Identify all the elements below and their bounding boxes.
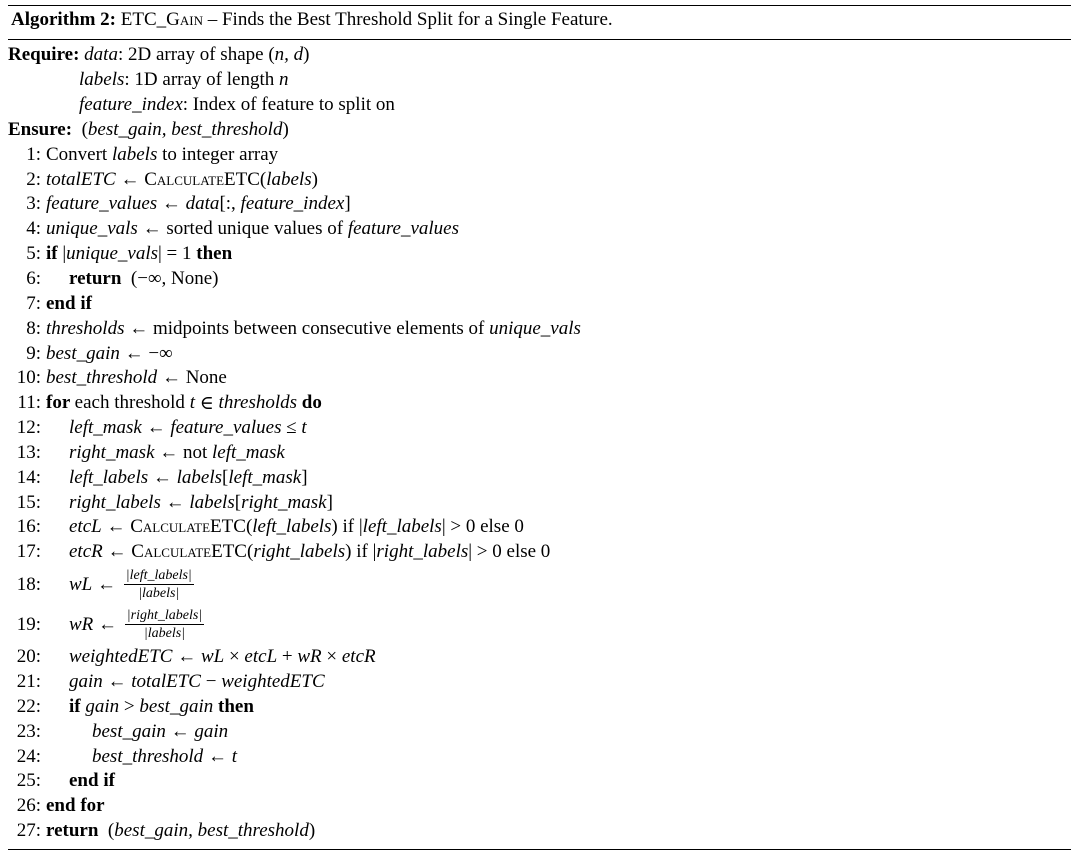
variable: etcL	[69, 516, 102, 538]
fraction-denominator: |labels|	[138, 586, 180, 602]
line-number: 12:	[16, 417, 41, 439]
text: ←	[157, 193, 186, 215]
line-number: 10:	[16, 367, 41, 389]
line-content	[64, 417, 307, 439]
variable: wR	[69, 613, 94, 635]
text: | > 0 else 0	[441, 516, 524, 538]
line-content	[64, 541, 550, 563]
variable: etcR	[341, 646, 376, 668]
line-content	[41, 795, 105, 817]
text: (−∞, None)	[126, 268, 219, 290]
text: ←	[141, 417, 171, 439]
variable: labels	[176, 466, 223, 488]
text: (	[245, 516, 253, 538]
line-content	[41, 820, 315, 842]
line-content	[41, 318, 581, 340]
algorithm-line	[8, 118, 1071, 143]
line-number: 7:	[26, 292, 41, 314]
line-content	[64, 492, 333, 514]
line-content	[64, 770, 115, 792]
text: ←	[93, 613, 122, 635]
algorithm-line	[8, 142, 1071, 167]
algorithm-line	[8, 605, 1071, 645]
keyword: for	[46, 392, 75, 414]
line-content	[64, 646, 376, 668]
variable: t	[231, 745, 237, 767]
variable: right_mask	[69, 441, 155, 463]
text: [:,	[219, 193, 241, 215]
line-content	[64, 568, 197, 601]
text: ←	[92, 573, 121, 595]
text: +	[277, 646, 298, 668]
keyword: end if	[69, 770, 115, 792]
line-content	[79, 94, 395, 116]
line-content	[41, 293, 92, 315]
variable: feature_values	[46, 193, 158, 215]
text: ←	[203, 745, 232, 767]
line-number: 5:	[26, 243, 41, 265]
line-number: 8:	[26, 317, 41, 339]
line-number: 20:	[16, 646, 41, 668]
keyword: do	[297, 392, 322, 414]
line-number: 4:	[26, 218, 41, 240]
text: )	[311, 168, 318, 190]
variable: feature_index	[79, 94, 183, 116]
variable: left_labels	[252, 516, 332, 538]
line-content	[41, 193, 351, 215]
function-name: CalculateETC	[144, 168, 260, 190]
text: : 2D array of shape	[117, 44, 269, 66]
algorithm-line	[8, 540, 1071, 565]
algorithm-line	[8, 794, 1071, 819]
algorithm-line	[8, 192, 1071, 217]
algorithm-line	[8, 719, 1071, 744]
text: ←	[101, 516, 131, 538]
text: | = 1	[158, 243, 197, 265]
variable: labels	[189, 491, 235, 513]
keyword: return	[69, 268, 127, 290]
variable: n, d	[274, 44, 304, 66]
variable: left_mask	[228, 466, 302, 488]
algorithm-line	[8, 819, 1071, 844]
line-content	[64, 467, 308, 489]
variable: best_gain	[139, 695, 214, 717]
line-content	[41, 218, 459, 240]
text: ←	[148, 466, 177, 488]
text: >	[119, 695, 140, 717]
line-content	[64, 671, 325, 693]
variable: gain	[85, 695, 120, 717]
algorithm-line	[8, 465, 1071, 490]
text: −	[200, 670, 222, 692]
variable: unique_vals	[46, 218, 138, 240]
variable: feature_index	[240, 193, 345, 215]
variable: labels	[111, 143, 158, 165]
text: [	[234, 491, 242, 513]
algorithm-description: – Finds the Best Threshold Split for a Single Feature.	[202, 9, 613, 30]
line-number: 1:	[26, 143, 41, 165]
line-number: 14:	[16, 466, 41, 488]
algorithm-body	[8, 40, 1071, 843]
variable: thresholds	[46, 317, 125, 339]
variable: gain	[194, 720, 229, 742]
variable: best_threshold	[46, 367, 158, 389]
text: ←	[160, 491, 190, 513]
text: ]	[344, 193, 351, 215]
line-content	[64, 268, 219, 290]
variable: best_gain	[92, 720, 166, 742]
text: (	[246, 541, 254, 563]
text: ← −∞	[119, 342, 173, 364]
variable: right_labels	[253, 541, 346, 563]
variable: wL	[200, 646, 225, 668]
variable: left_labels	[69, 466, 149, 488]
algorithm-line	[8, 43, 1071, 68]
variable: totalETC	[46, 168, 116, 190]
text: )	[282, 118, 289, 140]
variable: etcR	[69, 541, 103, 563]
text: ← midpoints between consecutive elements of	[124, 317, 490, 339]
line-content	[41, 392, 322, 415]
algorithm-line	[8, 416, 1071, 441]
line-content	[79, 69, 288, 91]
line-content	[41, 367, 227, 389]
text: ← None	[157, 367, 227, 389]
line-number: 18:	[16, 573, 41, 595]
line-content	[8, 44, 309, 66]
variable: feature_values	[347, 218, 459, 240]
line-number: 16:	[16, 516, 41, 538]
variable: best_gain, best_threshold	[87, 118, 283, 140]
text: (	[76, 118, 88, 140]
line-content	[41, 243, 232, 265]
line-number: 6:	[26, 268, 41, 290]
text: ]	[301, 466, 308, 488]
algorithm-line	[8, 515, 1071, 540]
algorithm-line	[8, 441, 1071, 466]
variable: right_labels	[376, 541, 469, 563]
text: ←	[115, 168, 145, 190]
text: ←	[165, 720, 195, 742]
variable: best_gain	[46, 342, 120, 364]
text: )	[303, 44, 310, 66]
line-number: 13:	[16, 441, 41, 463]
algorithm-line	[8, 565, 1071, 605]
function-name: CalculateETC	[131, 541, 247, 563]
keyword: then	[213, 695, 254, 717]
line-content	[41, 144, 278, 166]
text: (	[259, 168, 267, 190]
variable: t	[189, 392, 195, 414]
line-content	[41, 343, 173, 365]
text: ← sorted unique values of	[137, 218, 348, 240]
text: ∈	[194, 392, 219, 414]
variable: wL	[69, 573, 93, 595]
keyword: if	[46, 243, 63, 265]
algorithm-line	[8, 167, 1071, 192]
keyword: end if	[46, 292, 92, 314]
line-content	[64, 516, 524, 538]
text: each threshold	[74, 392, 190, 414]
variable: etcL	[244, 646, 278, 668]
algorithm-line	[8, 744, 1071, 769]
algorithm-line	[8, 267, 1071, 292]
keyword: return	[46, 820, 104, 842]
variable: weightedETC	[69, 646, 173, 668]
line-number: 3:	[26, 193, 41, 215]
variable: feature_values	[170, 417, 282, 439]
algorithm-line	[8, 645, 1071, 670]
keyword: Require:	[8, 44, 85, 66]
algorithm-line	[8, 316, 1071, 341]
line-content	[64, 442, 285, 464]
variable: weightedETC	[221, 670, 325, 692]
line-number: 23:	[16, 720, 41, 742]
keyword: then	[196, 243, 233, 265]
text: Convert	[46, 143, 112, 165]
line-content	[64, 608, 207, 641]
text: ×	[321, 646, 342, 668]
variable: data	[185, 193, 220, 215]
algorithm-line	[8, 217, 1071, 242]
text: : Index of feature to split on	[182, 94, 395, 116]
line-number: 15:	[16, 491, 41, 513]
keyword: end for	[46, 795, 105, 817]
line-number: 9:	[26, 342, 41, 364]
line-content	[8, 119, 289, 141]
variable: left_mask	[212, 441, 285, 463]
variable: best_gain, best_threshold	[114, 820, 309, 842]
line-number: 19:	[16, 613, 41, 635]
text: ) if |	[331, 516, 363, 538]
text: ←	[102, 541, 132, 563]
algorithm-line	[8, 769, 1071, 794]
variable: best_threshold	[92, 745, 204, 767]
text: ≤	[281, 417, 302, 439]
algorithm-label: Algorithm 2:	[11, 9, 117, 30]
line-number: 2:	[26, 168, 41, 190]
line-number: 17:	[16, 541, 41, 563]
variable: left_mask	[69, 417, 142, 439]
fraction	[124, 568, 194, 601]
variable: gain	[69, 670, 103, 692]
algorithm-line	[8, 694, 1071, 719]
line-number: 11:	[17, 392, 41, 414]
variable: labels	[266, 168, 312, 190]
variable: t	[301, 417, 307, 439]
line-number: 26:	[16, 795, 41, 817]
algorithm-block	[8, 5, 1071, 850]
algorithm-line	[8, 68, 1071, 93]
text: | > 0 else 0	[468, 541, 551, 563]
variable: right_labels	[69, 491, 161, 513]
keyword: if	[69, 695, 86, 717]
algorithm-line	[8, 391, 1071, 416]
algorithm-line	[8, 291, 1071, 316]
algorithm-line	[8, 490, 1071, 515]
algorithm-line	[8, 242, 1071, 267]
variable: labels	[79, 69, 125, 91]
text: ×	[224, 646, 245, 668]
function-name: CalculateETC	[130, 516, 246, 538]
text: : 1D array of length	[124, 69, 279, 91]
fraction-numerator: |left_labels|	[125, 568, 192, 584]
text: ← not	[154, 441, 213, 463]
line-number: 25:	[16, 770, 41, 792]
algorithm-line	[8, 93, 1071, 118]
text: |	[62, 243, 67, 265]
variable: unique_vals	[489, 317, 581, 339]
algorithm-caption	[8, 6, 1071, 35]
text: (	[268, 44, 275, 66]
line-content	[41, 169, 318, 191]
variable: right_mask	[241, 491, 327, 513]
line-content	[87, 746, 237, 768]
algorithm-line	[8, 366, 1071, 391]
line-number: 24:	[16, 745, 41, 767]
algorithm-name: ETC_Gain	[120, 9, 203, 30]
text: ) if |	[345, 541, 377, 563]
algorithm-line	[8, 670, 1071, 695]
text: [	[222, 466, 229, 488]
line-number: 22:	[16, 695, 41, 717]
text: ←	[172, 646, 201, 668]
variable: thresholds	[218, 392, 298, 414]
fraction-denominator: |labels|	[143, 626, 186, 642]
line-content	[87, 721, 228, 743]
line-number: 27:	[16, 820, 41, 842]
text: (	[103, 820, 115, 842]
text: )	[308, 820, 316, 842]
text: to integer array	[157, 143, 279, 165]
variable: n	[278, 69, 289, 91]
text: ←	[102, 670, 132, 692]
variable: wR	[297, 646, 322, 668]
variable: totalETC	[131, 670, 201, 692]
text: ]	[326, 491, 333, 513]
line-content	[64, 696, 254, 718]
fraction	[125, 608, 204, 641]
variable: data	[84, 44, 118, 66]
fraction-numerator: |right_labels|	[126, 608, 203, 624]
line-number: 21:	[16, 670, 41, 692]
keyword: Ensure:	[8, 118, 77, 140]
algorithm-line	[8, 341, 1071, 366]
variable: left_labels	[362, 516, 442, 538]
bottom-rule	[8, 849, 1071, 850]
variable: unique_vals	[66, 243, 158, 265]
